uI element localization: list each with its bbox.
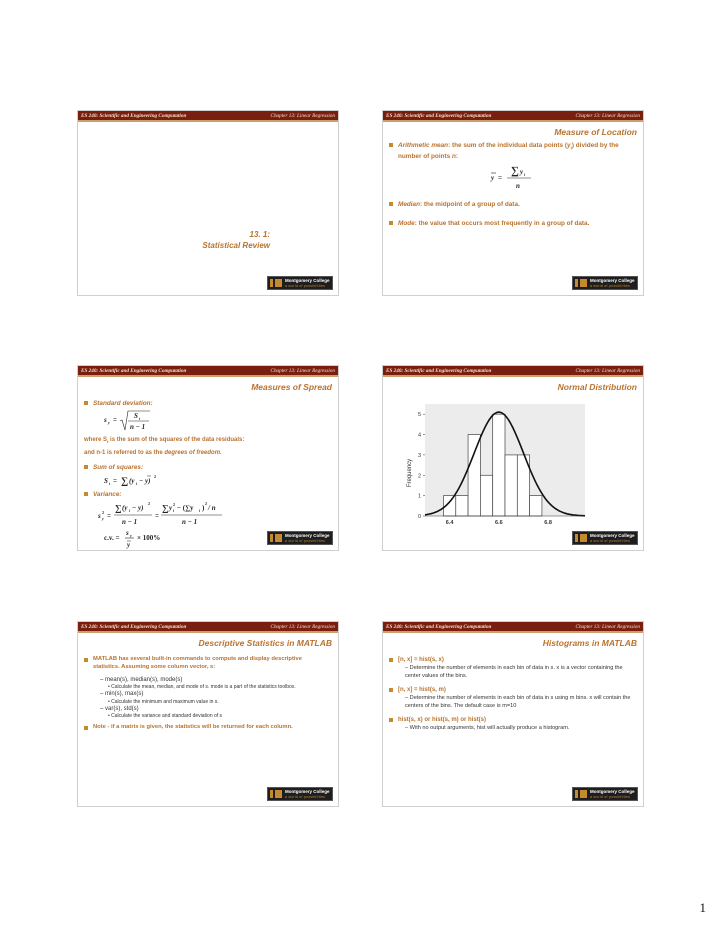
item-mean-desc: • Calculate the mean, median, and mode of s. mode is a part of the statistics toolbox. bbox=[108, 683, 296, 690]
svg-text:(y: (y bbox=[122, 503, 128, 512]
chapter-name: Chapter 13: Linear Regression bbox=[575, 624, 640, 630]
bullet-builtin-commands: MATLAB has several built-in commands to compute and display descriptive statistics. Assuming some column vector, s: bbox=[84, 656, 330, 672]
svg-text:i: i bbox=[129, 507, 131, 513]
slide-title: Histograms in MATLAB bbox=[542, 638, 637, 648]
item-var-std-desc: • Calculate the variance and standard deviation of s bbox=[108, 713, 223, 720]
histogram-bar bbox=[530, 496, 542, 516]
mean-formula bbox=[487, 163, 547, 193]
slide-header bbox=[383, 366, 643, 377]
slide-measures-of-spread bbox=[77, 365, 339, 551]
chapter-name: Chapter 13: Linear Regression bbox=[270, 113, 335, 119]
slide-title: Measures of Spread bbox=[251, 382, 332, 392]
histogram-bar bbox=[480, 475, 492, 516]
sum-squares-formula bbox=[104, 472, 174, 488]
hist-sm-desc: – Determine the number of elements in each bin of data in s using m bins. x will contain the centers of the bins. The default case is m=10 bbox=[405, 695, 631, 709]
stddev-formula bbox=[104, 408, 164, 434]
section-title-block bbox=[202, 230, 270, 252]
item-var-std: – var(s), std(s) bbox=[100, 706, 139, 713]
slide-title: Descriptive Statistics in MATLAB bbox=[198, 638, 332, 648]
y-tick-label: 2 bbox=[417, 473, 421, 480]
slide-header bbox=[383, 622, 643, 633]
svg-text:y: y bbox=[169, 503, 173, 512]
svg-text:s: s bbox=[126, 528, 129, 537]
svg-text:/ n: / n bbox=[208, 503, 216, 512]
svg-text:y: y bbox=[127, 540, 131, 549]
svg-text:y: y bbox=[108, 420, 110, 426]
svg-text:− y): − y) bbox=[132, 503, 144, 512]
course-name: ES 240: Scientific and Engineering Computation bbox=[81, 113, 187, 119]
svg-text:∑: ∑ bbox=[510, 165, 519, 178]
svg-text:y: y bbox=[102, 515, 104, 521]
y-tick-label: 4 bbox=[417, 432, 421, 439]
svg-text:2: 2 bbox=[173, 501, 175, 507]
svg-text:t: t bbox=[109, 481, 111, 487]
item-min-max: – min(s), max(s) bbox=[100, 691, 144, 698]
svg-text:× 100%: × 100% bbox=[137, 533, 161, 542]
bullet-hist-plot: hist(s, x) or hist(s, m) or hist(s) bbox=[389, 716, 635, 724]
college-logo: Montgomery College a world of possibilities bbox=[267, 531, 333, 545]
svg-text:y: y bbox=[130, 532, 132, 538]
slide-histograms-matlab bbox=[382, 621, 644, 807]
chapter-name: Chapter 13: Linear Regression bbox=[575, 368, 640, 374]
x-tick-label: 6.4 bbox=[445, 520, 454, 526]
svg-text:i: i bbox=[199, 507, 201, 513]
svg-text:∑: ∑ bbox=[162, 502, 169, 513]
hist-sx-desc: – Determine the number of elements in each bin of data in s. x is a vector containing the center values of the bins. bbox=[405, 665, 623, 679]
chapter-name: Chapter 13: Linear Regression bbox=[270, 368, 335, 374]
college-logo: Montgomery College a world of possibilities bbox=[267, 787, 333, 801]
bullet-arithmetic-mean: Arithmetic mean: the sum of the individual data points $(y_i)$ divided by the number of points n: ∑ y i y = n bbox=[389, 141, 635, 193]
college-logo: Montgomery College a world of possibilities bbox=[572, 276, 638, 290]
residual-note: where $S_t$ is the sum of the squares of the data residuals: bbox=[84, 437, 245, 445]
svg-text:2: 2 bbox=[205, 500, 207, 506]
svg-text:t: t bbox=[139, 416, 141, 422]
section-title: Statistical Review bbox=[202, 240, 270, 250]
svg-text:=: = bbox=[113, 477, 117, 486]
variance-formula bbox=[98, 500, 228, 551]
bullet-sum-of-squares: Sum of squares: bbox=[84, 463, 330, 472]
slide-header bbox=[78, 366, 338, 377]
item-min-max-desc: • Calculate the minimum and maximum value in s. bbox=[108, 698, 219, 705]
slide-header bbox=[78, 622, 338, 633]
svg-text:2: 2 bbox=[154, 474, 156, 480]
course-name: ES 240: Scientific and Engineering Computation bbox=[81, 624, 187, 630]
svg-text:2: 2 bbox=[102, 509, 104, 515]
svg-text:c.v. =: c.v. = bbox=[104, 533, 120, 542]
course-name: ES 240: Scientific and Engineering Computation bbox=[386, 368, 492, 374]
bullet-median: Median: the midpoint of a group of data. bbox=[389, 200, 635, 209]
svg-text:): ) bbox=[202, 503, 205, 512]
svg-text:=: = bbox=[113, 416, 117, 425]
course-name: ES 240: Scientific and Engineering Computation bbox=[386, 624, 492, 630]
chapter-name: Chapter 13: Linear Regression bbox=[575, 113, 640, 119]
college-logo: Montgomery College a world of possibilities bbox=[572, 531, 638, 545]
y-axis-label: Frequency bbox=[407, 458, 413, 488]
x-tick-label: 6.8 bbox=[544, 520, 552, 526]
svg-text:s: s bbox=[98, 511, 101, 520]
x-tick-label: 6.6 bbox=[495, 520, 503, 526]
bullet-hist-sm: [n, x] = hist(s, m) bbox=[389, 686, 635, 694]
bullet-variance: Variance: bbox=[84, 490, 330, 499]
slide-title: Measure of Location bbox=[554, 127, 637, 137]
slide-normal-distribution bbox=[382, 365, 644, 551]
svg-text:2: 2 bbox=[148, 500, 150, 506]
slide-header bbox=[78, 111, 338, 122]
y-tick-label: 5 bbox=[417, 412, 421, 419]
svg-text:n − 1: n − 1 bbox=[130, 423, 146, 432]
svg-text:(y: (y bbox=[129, 477, 135, 486]
svg-text:=: = bbox=[155, 511, 159, 520]
svg-text:n − 1: n − 1 bbox=[122, 517, 138, 526]
histogram-bar bbox=[468, 435, 480, 516]
slide-header bbox=[383, 111, 643, 122]
y-tick-label: 3 bbox=[417, 452, 421, 459]
histogram-bar bbox=[456, 496, 468, 516]
svg-text:n − 1: n − 1 bbox=[182, 517, 198, 526]
slide-title: Normal Distribution bbox=[557, 382, 637, 392]
y-tick-label: 1 bbox=[417, 493, 421, 500]
dof-note: and n-1 is referred to as the degrees of freedom. bbox=[84, 450, 222, 457]
histogram-bar bbox=[505, 455, 517, 516]
chapter-name: Chapter 13: Linear Regression bbox=[270, 624, 335, 630]
svg-text:i: i bbox=[136, 481, 138, 487]
svg-text:y: y bbox=[490, 174, 494, 183]
college-logo: Montgomery College a world of possibilities bbox=[572, 787, 638, 801]
slide-statistical-review bbox=[77, 110, 339, 296]
hist-plot-desc: – With no output arguments, hist will actually produce a histogram. bbox=[405, 725, 570, 732]
svg-text:i: i bbox=[173, 507, 175, 513]
svg-text:∑: ∑ bbox=[121, 476, 129, 488]
item-mean-median-mode: – mean(s), median(s), mode(s) bbox=[100, 676, 183, 683]
section-number: 13. 1: bbox=[249, 230, 270, 239]
page-number: 1 bbox=[699, 900, 706, 915]
y-tick-label: 0 bbox=[417, 514, 421, 520]
svg-text:S: S bbox=[104, 477, 108, 486]
svg-text:i: i bbox=[523, 172, 525, 178]
course-name: ES 240: Scientific and Engineering Computation bbox=[386, 113, 492, 119]
svg-text:S: S bbox=[134, 412, 138, 421]
svg-text:=: = bbox=[497, 174, 502, 183]
bullet-hist-sx: [n, x] = hist(s, x) bbox=[389, 656, 635, 664]
college-logo: Montgomery College a world of possibilities bbox=[267, 276, 333, 290]
bullet-matrix-note: Note - if a matrix is given, the statistics will be returned for each column. bbox=[84, 724, 330, 732]
svg-text:n: n bbox=[515, 182, 520, 191]
normal-distribution-chart bbox=[403, 398, 593, 528]
svg-text:y: y bbox=[519, 168, 523, 177]
bullet-mode: Mode: the value that occurs most frequently in a group of data. bbox=[389, 219, 635, 228]
svg-text:s: s bbox=[104, 416, 107, 425]
svg-text:=: = bbox=[107, 511, 111, 520]
histogram-bar bbox=[493, 414, 505, 516]
slide-measure-of-location bbox=[382, 110, 644, 296]
bullet-standard-deviation: Standard deviation: bbox=[84, 399, 330, 408]
svg-text:− y): − y) bbox=[139, 477, 151, 486]
svg-text:− (∑y: − (∑y bbox=[177, 503, 194, 512]
svg-text:∑: ∑ bbox=[115, 502, 122, 513]
course-name: ES 240: Scientific and Engineering Computation bbox=[81, 368, 187, 374]
slide-descriptive-statistics bbox=[77, 621, 339, 807]
